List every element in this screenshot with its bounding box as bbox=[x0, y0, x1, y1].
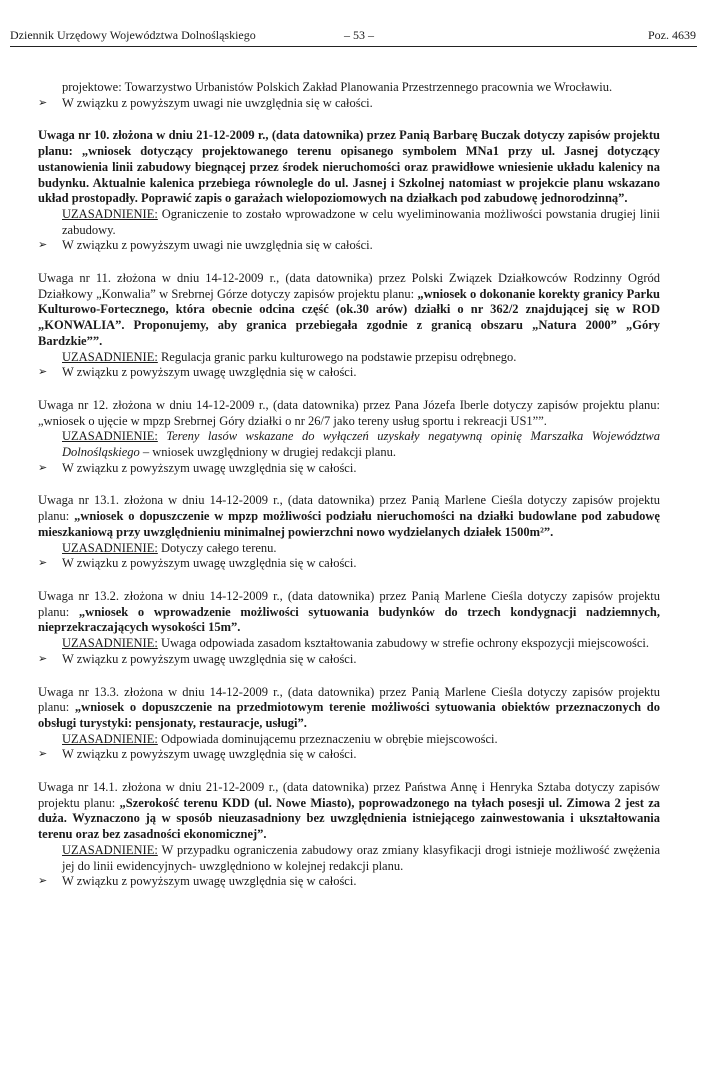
journal-title: Dziennik Urzędowy Województwa Dolnośląskiego bbox=[10, 28, 256, 42]
remark-intro: Uwaga nr 10. złożona w dniu 21-12-2009 r., (data datownika) przez Panią Barbarę Buczak dotyczy zapisów projektu planu: bbox=[38, 128, 660, 159]
remark-14-1 bbox=[38, 780, 660, 890]
remark-text bbox=[38, 780, 660, 843]
remark-12 bbox=[38, 398, 660, 477]
justification-label: UZASADNIENIE: bbox=[62, 731, 158, 746]
conclusion bbox=[38, 874, 660, 890]
continuation-block bbox=[38, 80, 660, 111]
remark-11 bbox=[38, 271, 660, 381]
conclusion-text: W związku z powyższym uwagi nie uwzględnia się w całości. bbox=[62, 95, 373, 110]
page-number: – 53 – bbox=[344, 28, 374, 42]
remark-13-2 bbox=[38, 589, 660, 668]
conclusion-text: W związku z powyższym uwagę uwzględnia się w całości. bbox=[62, 874, 357, 889]
position-number: Poz. 4639 bbox=[648, 28, 696, 42]
justification-text: Ograniczenie to zostało wprowadzone w celu wyeliminowania możliwości powstania drugiej linii zabudowy. bbox=[62, 206, 660, 237]
justification-label: UZASADNIENIE: bbox=[62, 540, 158, 555]
conclusion bbox=[38, 747, 660, 763]
remark-text bbox=[38, 589, 660, 636]
remark-body: „wniosek o dopuszczenie na przedmiotowym terenie możliwości sytuowania obiektów przeznaczonych do obsługi turystyki: pensjonaty, restauracje, usługi”. bbox=[38, 700, 660, 730]
remark-intro: Uwaga nr 13.3. złożona w dniu 14-12-2009 r., (data datownika) przez Panią Marlene Cieśla dotyczy zapisów projektu planu: bbox=[38, 684, 660, 715]
justification-label: UZASADNIENIE: bbox=[62, 349, 158, 364]
conclusion bbox=[38, 365, 660, 381]
justification-label: UZASADNIENIE: bbox=[62, 636, 158, 651]
justification-text: W przypadku ograniczenia zabudowy oraz zmiany klasyfikacji drogi istnieje możliwość zwężenia jej do linii ewidencyjnych- uwzględniono w kolejnej redakcji planu. bbox=[62, 842, 660, 873]
arrow-bullet-icon: ➢ bbox=[38, 652, 48, 665]
remark-body: „wniosek o dokonanie korekty granicy Parku Kulturowo-Fortecznego, która obecnie odcina część (ok.30 arów) działki o nr 362/2 znajdującej się w ROD „KONWALIA”. Proponujemy, aby granica przebiegała zgodnie z granicą obszaru „Natura 2000” „Góry Bardzkie””. bbox=[38, 286, 660, 348]
conclusion bbox=[38, 96, 660, 112]
justification-text: Uwaga odpowiada zasadom kształtowania zabudowy w strefie ochrony ekspozycji miejscowości. bbox=[157, 636, 649, 651]
conclusion bbox=[38, 238, 660, 254]
remark-text bbox=[38, 271, 660, 350]
justification-label: UZASADNIENIE: bbox=[62, 429, 158, 444]
justification bbox=[62, 732, 660, 748]
remark-10 bbox=[38, 128, 660, 254]
arrow-bullet-icon: ➢ bbox=[38, 96, 48, 109]
remark-intro: Uwaga nr 13.2. złożona w dniu 14-12-2009 r., (data datownika) przez Panią Marlene Cieśla dotyczy zapisów projektu planu: bbox=[38, 588, 660, 619]
justification-text: Dotyczy całego terenu. bbox=[157, 540, 277, 555]
justification-label: UZASADNIENIE: bbox=[62, 842, 158, 857]
justification-text: – wniosek uwzględniony w drugiej redakcji planu. bbox=[139, 445, 396, 460]
remark-body: „wniosek o wprowadzenie możliwości sytuowania budynków do trzech kondygnacji nadziemnych, nieprzekraczających wysokości 15m”. bbox=[38, 604, 660, 635]
remark-text bbox=[38, 128, 660, 207]
remark-intro: Uwaga nr 12. złożona w dniu 14-12-2009 r., (data datownika) przez Pana Józefa Iberle dotyczy zapisów projektu planu: bbox=[38, 397, 660, 412]
remark-text bbox=[38, 685, 660, 732]
justification bbox=[62, 429, 660, 460]
justification bbox=[62, 636, 660, 652]
conclusion-text: W związku z powyższym uwagę uwzględnia się w całości. bbox=[62, 651, 357, 666]
remark-text bbox=[38, 493, 660, 540]
justification-text: Odpowiada dominującemu przeznaczeniu w obrębie miejscowości. bbox=[157, 731, 498, 746]
justification bbox=[62, 843, 660, 874]
conclusion-text: W związku z powyższym uwagę uwzględnia się w całości. bbox=[62, 556, 357, 571]
arrow-bullet-icon: ➢ bbox=[38, 557, 48, 570]
remark-intro: Uwaga nr 14.1. złożona w dniu 21-12-2009 r., (data datownika) przez Państwa Annę i Henryka Sztaba dotyczy zapisów projektu planu: bbox=[38, 780, 660, 810]
remark-intro: Uwaga nr 11. złożona w dniu 14-12-2009 r., (data datownika) przez Polski Związek Działkowców Rodzinny Ogród Działkowy „Konwalia” w Srebrnej Górze dotyczy zapisów projektu planu: bbox=[38, 271, 660, 301]
header-rule bbox=[10, 46, 697, 47]
conclusion-text: W związku z powyższym uwagę uwzględnia się w całości. bbox=[62, 460, 357, 475]
remark-body: „wniosek o ujęcie w mpzp Srebrnej Góry działki o nr 26/7 jako tereny usług sportu i rekreacji US1””. bbox=[38, 413, 547, 428]
remark-body: „wniosek dotyczący projektowanego terenu opisanego symbolem MNa1 przy ul. Jasnej dotyczący ustanowienia linii zabudowy biegnącej przez środek nieruchomości oraz prawidłowe wniesienie układu kalenicy na budynku. Aktualnie kalenica przebiega równolegle do ul. Jasnej i Szkolnej natomiast w projekcie planu wskazano układ prostopadły. Poprawić zapis o garażach wielopoziomowych na działkach pod zabudowę jednorodzinną”. bbox=[38, 144, 660, 206]
conclusion-text: W związku z powyższym uwagę uwzględnia się w całości. bbox=[62, 747, 357, 762]
remark-body: „Szerokość terenu KDD (ul. Nowe Miasto), poprowadzonego na tyłach posesji ul. Zimowa 2 jest za duża. Wyznaczono ją w sposób nieuzasadniony bez uwzględnienia istniejącego zainwestowania i ukształtowania terenu oraz bez zasadności ekonomicznej”. bbox=[38, 795, 660, 842]
conclusion bbox=[38, 652, 660, 668]
conclusion-text: W związku z powyższym uwagę uwzględnia się w całości. bbox=[62, 365, 357, 380]
conclusion bbox=[38, 556, 660, 572]
justification bbox=[62, 207, 660, 238]
continuation-text: projektowe: Towarzystwo Urbanistów Polskich Zakład Planowania Przestrzennego pracownia we Wrocławiu. bbox=[62, 80, 613, 94]
page-header bbox=[10, 27, 696, 43]
remark-text bbox=[38, 398, 660, 429]
arrow-bullet-icon: ➢ bbox=[38, 461, 48, 474]
remark-body: „wniosek o dopuszczenie w mpzp możliwości podziału nieruchomości na działki budowlane pod zabudowę mieszkaniową przy uwzględnieniu minimalnej powierzchni nowo wydzielanych działek 1500m²”. bbox=[38, 509, 660, 539]
remark-intro: Uwaga nr 13.1. złożona w dniu 14-12-2009 r., (data datownika) przez Panią Marlene Cieśla dotyczy zapisów projektu planu: bbox=[38, 493, 660, 524]
justification bbox=[62, 541, 660, 557]
justification-label: UZASADNIENIE: bbox=[62, 206, 158, 221]
remark-13-1 bbox=[38, 493, 660, 572]
conclusion bbox=[38, 461, 660, 477]
document-body bbox=[38, 80, 660, 890]
arrow-bullet-icon: ➢ bbox=[38, 366, 48, 379]
arrow-bullet-icon: ➢ bbox=[38, 239, 48, 252]
arrow-bullet-icon: ➢ bbox=[38, 748, 48, 761]
arrow-bullet-icon: ➢ bbox=[38, 875, 48, 888]
justification bbox=[62, 350, 660, 366]
conclusion-text: W związku z powyższym uwagi nie uwzględnia się w całości. bbox=[62, 238, 373, 253]
remark-13-3 bbox=[38, 685, 660, 764]
justification-text: Regulacja granic parku kulturowego na podstawie przepisu odrębnego. bbox=[157, 349, 517, 364]
justification-italic-text: Tereny lasów wskazane do wyłączeń uzyskały negatywną opinię Marszałka Województwa Dolnośląskiego bbox=[62, 429, 660, 460]
